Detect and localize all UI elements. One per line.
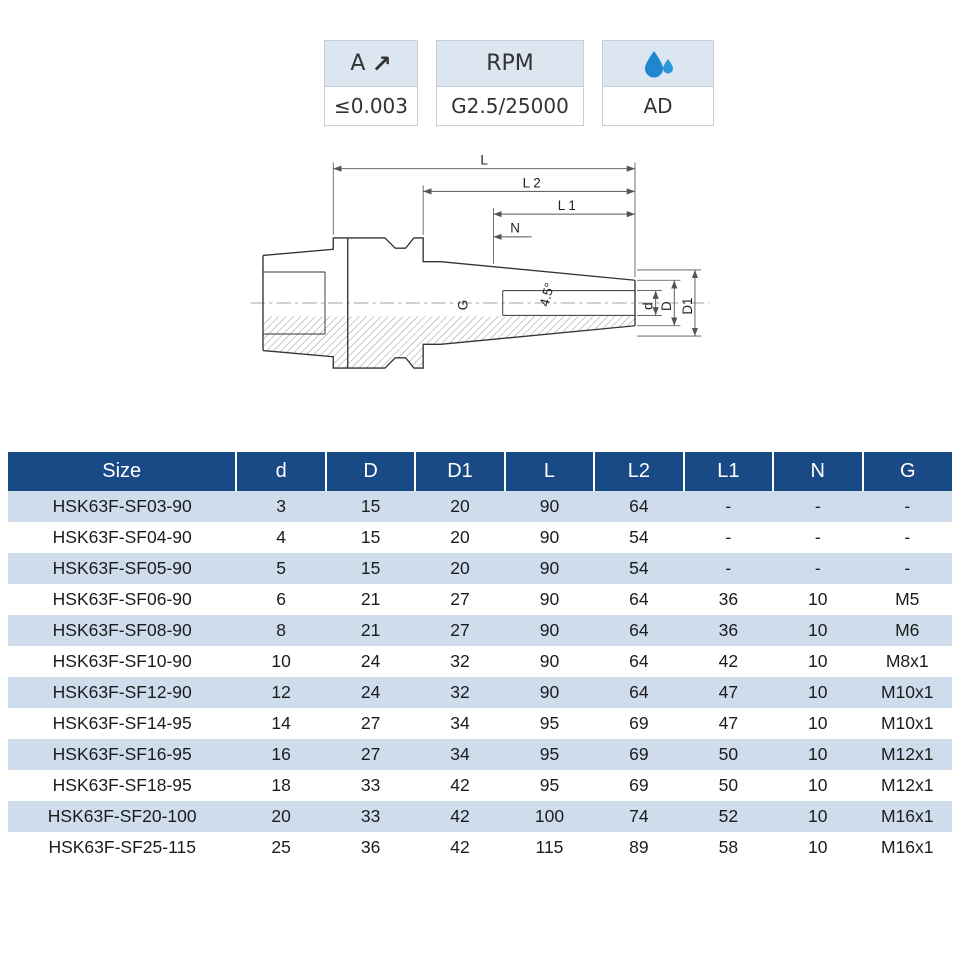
coolant-value: AD xyxy=(643,94,673,118)
table-cell: HSK63F-SF05-90 xyxy=(8,553,236,584)
spec-table-header-row xyxy=(8,452,952,491)
table-cell: 32 xyxy=(450,651,470,671)
table-cell: 10 xyxy=(271,651,291,671)
table-cell: 8 xyxy=(236,615,325,646)
column-header: d xyxy=(236,452,325,491)
table-cell: 64 xyxy=(594,615,683,646)
column-header: L1 xyxy=(684,452,773,491)
table-cell: 15 xyxy=(326,553,415,584)
table-cell: 15 xyxy=(360,527,381,547)
dimension-lines xyxy=(333,169,695,336)
table-cell: - xyxy=(863,491,953,522)
table-cell: 21 xyxy=(360,589,381,609)
table-cell: HSK63F-SF14-95 xyxy=(52,713,192,733)
table-row xyxy=(8,522,952,553)
table-cell: 90 xyxy=(505,677,594,708)
table-cell: 36 xyxy=(684,615,773,646)
table-cell: 6 xyxy=(276,589,287,609)
table-cell: 64 xyxy=(594,491,683,522)
table-cell: 3 xyxy=(236,491,325,522)
column-header: D xyxy=(326,452,415,491)
table-cell: 14 xyxy=(271,713,291,733)
table-cell: 42 xyxy=(450,837,470,857)
column-header: L xyxy=(505,452,594,491)
table-row xyxy=(8,615,952,646)
table-cell: 50 xyxy=(718,775,739,795)
table-cell: 16 xyxy=(236,739,325,770)
table-cell: 90 xyxy=(539,589,560,609)
table-cell: HSK63F-SF06-90 xyxy=(52,589,192,609)
table-row xyxy=(8,708,952,739)
table-cell: 10 xyxy=(808,651,828,671)
table-cell: 10 xyxy=(773,677,862,708)
table-cell: 5 xyxy=(236,553,325,584)
table-cell: HSK63F-SF03-90 xyxy=(8,491,236,522)
rpm-label: RPM xyxy=(486,51,534,76)
dim-label-d: d xyxy=(640,302,656,310)
table-cell: 27 xyxy=(415,615,504,646)
table-cell: 64 xyxy=(629,651,649,671)
table-cell: 10 xyxy=(808,837,828,857)
table-cell: - xyxy=(684,553,773,584)
section-hatch xyxy=(263,316,635,368)
column-header: D1 xyxy=(415,452,504,491)
table-cell: 18 xyxy=(271,775,291,795)
table-cell: 47 xyxy=(718,713,739,733)
dim-label-N: N xyxy=(510,220,520,236)
dim-label-G: G xyxy=(455,299,471,311)
table-cell: 10 xyxy=(808,713,828,733)
dim-label-L: L xyxy=(480,152,488,168)
tool-holder-drawing xyxy=(240,148,720,458)
dim-label-D: D xyxy=(659,301,675,311)
spec-table-body xyxy=(8,491,952,863)
spec-table xyxy=(8,452,952,863)
table-cell: 34 xyxy=(450,713,470,733)
table-cell: M16x1 xyxy=(863,801,953,832)
table-row xyxy=(8,584,952,615)
table-cell: 20 xyxy=(236,801,325,832)
table-row xyxy=(8,739,952,770)
table-cell: 50 xyxy=(684,739,773,770)
table-cell: HSK63F-SF10-90 xyxy=(52,651,192,671)
table-cell: 69 xyxy=(594,739,683,770)
table-cell: 47 xyxy=(684,677,773,708)
table-row xyxy=(8,832,952,863)
table-cell: 12 xyxy=(236,677,325,708)
table-cell: 69 xyxy=(629,713,649,733)
column-header: N xyxy=(773,452,862,491)
table-cell: 90 xyxy=(505,491,594,522)
table-cell: 33 xyxy=(360,775,381,795)
table-cell: 20 xyxy=(415,553,504,584)
table-cell: 42 xyxy=(415,801,504,832)
table-row xyxy=(8,646,952,677)
rpm-value: G2.5/25000 xyxy=(451,94,569,118)
table-cell: HSK63F-SF04-90 xyxy=(52,527,192,547)
extension-lines xyxy=(333,162,701,336)
table-cell: 54 xyxy=(594,553,683,584)
runout-value: ≤0.003 xyxy=(333,94,408,118)
table-cell: 36 xyxy=(360,837,381,857)
table-row xyxy=(8,553,952,584)
table-cell: 27 xyxy=(326,739,415,770)
table-cell: M10x1 xyxy=(880,713,934,733)
table-cell: 69 xyxy=(629,775,649,795)
table-cell: HSK63F-SF08-90 xyxy=(8,615,236,646)
table-cell: 89 xyxy=(629,837,649,857)
table-cell: 100 xyxy=(505,801,594,832)
table-cell: 20 xyxy=(415,491,504,522)
table-cell: 74 xyxy=(594,801,683,832)
table-cell: M10x1 xyxy=(863,677,953,708)
table-cell: - xyxy=(684,491,773,522)
table-cell: 58 xyxy=(718,837,739,857)
runout-badge xyxy=(324,40,418,126)
table-cell: 15 xyxy=(326,491,415,522)
table-cell: 95 xyxy=(539,775,560,795)
table-cell: 64 xyxy=(629,589,649,609)
table-cell: HSK63F-SF16-95 xyxy=(8,739,236,770)
rpm-badge xyxy=(436,40,584,126)
coolant-badge xyxy=(602,40,714,126)
table-cell: 32 xyxy=(415,677,504,708)
table-cell: 10 xyxy=(808,589,828,609)
table-cell: - xyxy=(773,553,862,584)
column-header: Size xyxy=(8,452,236,491)
table-cell: 64 xyxy=(594,677,683,708)
table-cell: 42 xyxy=(450,775,470,795)
table-cell: 4 xyxy=(276,527,287,547)
table-cell: - xyxy=(773,491,862,522)
dim-label-L2: L 2 xyxy=(522,175,541,191)
arrow-up-right-icon: ↗ xyxy=(371,49,392,78)
column-header: G xyxy=(863,452,953,491)
table-cell: M12x1 xyxy=(863,739,953,770)
table-cell: 36 xyxy=(718,589,739,609)
spec-badges xyxy=(324,40,714,126)
table-cell: 90 xyxy=(539,527,560,547)
table-cell: 25 xyxy=(271,837,291,857)
dim-label-angle: 4.5° xyxy=(536,281,558,309)
runout-badge-top xyxy=(325,41,417,87)
table-cell: M8x1 xyxy=(885,651,929,671)
runout-label: A xyxy=(350,51,366,76)
table-cell: 95 xyxy=(505,739,594,770)
table-cell: - xyxy=(904,527,911,547)
table-cell: M12x1 xyxy=(880,775,934,795)
table-cell: 20 xyxy=(450,527,470,547)
table-cell: M5 xyxy=(895,589,920,609)
table-cell: 10 xyxy=(773,739,862,770)
table-cell: 33 xyxy=(326,801,415,832)
table-cell: M16x1 xyxy=(880,837,934,857)
table-cell: 95 xyxy=(539,713,560,733)
column-header: L2 xyxy=(594,452,683,491)
table-cell: 34 xyxy=(415,739,504,770)
table-cell: 54 xyxy=(629,527,649,547)
table-cell: 10 xyxy=(808,775,828,795)
table-row xyxy=(8,801,952,832)
table-cell: M6 xyxy=(863,615,953,646)
table-row xyxy=(8,770,952,801)
table-cell: HSK63F-SF20-100 xyxy=(8,801,236,832)
table-cell: 24 xyxy=(326,677,415,708)
table-cell: 90 xyxy=(539,651,560,671)
table-cell: 10 xyxy=(773,615,862,646)
coolant-badge-top xyxy=(603,41,713,87)
table-cell: HSK63F-SF25-115 xyxy=(48,837,196,857)
table-cell: 21 xyxy=(326,615,415,646)
table-cell: 42 xyxy=(718,651,739,671)
table-cell: 90 xyxy=(505,553,594,584)
dim-label-L1: L 1 xyxy=(557,198,576,213)
table-cell: - xyxy=(725,527,732,547)
table-cell: 90 xyxy=(505,615,594,646)
table-cell: HSK63F-SF12-90 xyxy=(8,677,236,708)
table-cell: 27 xyxy=(360,713,381,733)
table-row xyxy=(8,491,952,522)
dim-label-D1: D1 xyxy=(679,297,695,315)
table-cell: 115 xyxy=(535,837,564,857)
table-cell: 24 xyxy=(360,651,381,671)
table-cell: - xyxy=(863,553,953,584)
table-cell: - xyxy=(814,527,821,547)
table-cell: 10 xyxy=(773,801,862,832)
table-cell: 27 xyxy=(450,589,470,609)
rpm-badge-top xyxy=(437,41,583,87)
table-cell: HSK63F-SF18-95 xyxy=(52,775,192,795)
table-row xyxy=(8,677,952,708)
droplet-icon xyxy=(641,49,675,79)
table-cell: 52 xyxy=(684,801,773,832)
